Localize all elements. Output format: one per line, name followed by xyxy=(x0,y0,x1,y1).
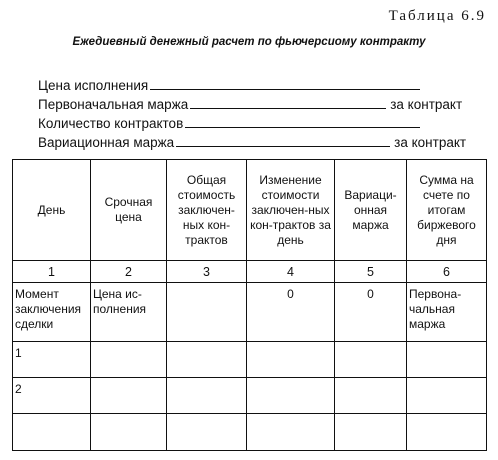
fill-in-line xyxy=(190,96,386,109)
table-cell: Первона-чальная маржа xyxy=(407,283,487,342)
field-suffix: за контракт xyxy=(390,97,463,112)
table-cell: Момент заключения сделки xyxy=(13,283,91,342)
column-header-day: День xyxy=(13,160,91,261)
table-cell xyxy=(247,414,335,451)
column-header-account-balance: Сумма на счете по итогам биржевого дня xyxy=(407,160,487,261)
column-number: 6 xyxy=(407,261,487,283)
document-title: Ежедиевный денежный расчет по фьючерсиому контракту xyxy=(72,36,426,48)
column-number: 1 xyxy=(13,261,91,283)
table-cell xyxy=(13,414,91,451)
table-row xyxy=(13,378,487,414)
table-cell xyxy=(247,342,335,378)
table-cell xyxy=(407,378,487,414)
table-row xyxy=(13,342,487,378)
table-cell xyxy=(335,414,407,451)
table-cell xyxy=(407,414,487,451)
field-suffix: за контракт xyxy=(394,135,467,150)
field-strike-price xyxy=(38,74,468,93)
fill-in-line xyxy=(176,134,390,147)
table-cell xyxy=(91,414,167,451)
table-cell: Цена ис-полнения xyxy=(91,283,167,342)
table-cell xyxy=(91,342,167,378)
table-cell xyxy=(167,342,247,378)
table-cell xyxy=(167,378,247,414)
field-label: Количество контрактов xyxy=(38,116,184,131)
table-header-row xyxy=(13,160,487,261)
table-cell xyxy=(167,414,247,451)
field-label: Цена исполнения xyxy=(38,78,149,93)
fill-in-line xyxy=(185,115,420,128)
field-variation-margin xyxy=(38,131,468,150)
parameter-fields xyxy=(38,74,468,150)
column-header-variation-margin: Вариаци-онная маржа xyxy=(335,160,407,261)
column-header-value-change: Изменение стоимости заключен-ных кон-трактов за день xyxy=(247,160,335,261)
settlement-table xyxy=(12,159,487,451)
field-label: Первоначальная маржа xyxy=(38,97,189,112)
field-label: Вариационная маржа xyxy=(38,135,175,150)
column-number: 2 xyxy=(91,261,167,283)
table-cell: 1 xyxy=(13,342,91,378)
fill-in-line xyxy=(150,77,420,90)
column-number: 4 xyxy=(247,261,335,283)
field-initial-margin xyxy=(38,93,468,112)
table-cell: 2 xyxy=(13,378,91,414)
table-cell xyxy=(407,342,487,378)
table-cell xyxy=(335,378,407,414)
table-number-label: Таблица 6.9 xyxy=(388,8,486,24)
table-row xyxy=(13,283,487,342)
column-number: 3 xyxy=(167,261,247,283)
table-row xyxy=(13,414,487,451)
table-cell xyxy=(335,342,407,378)
column-number: 5 xyxy=(335,261,407,283)
table-cell xyxy=(167,283,247,342)
table-cell: 0 xyxy=(335,283,407,342)
column-number-row xyxy=(13,261,487,283)
column-header-total-value: Общая стоимость заключен-ных кон-трактов xyxy=(167,160,247,261)
table-cell xyxy=(91,378,167,414)
table-cell: 0 xyxy=(247,283,335,342)
column-header-futures-price: Срочная цена xyxy=(91,160,167,261)
field-contract-count xyxy=(38,112,468,131)
table-cell xyxy=(247,378,335,414)
